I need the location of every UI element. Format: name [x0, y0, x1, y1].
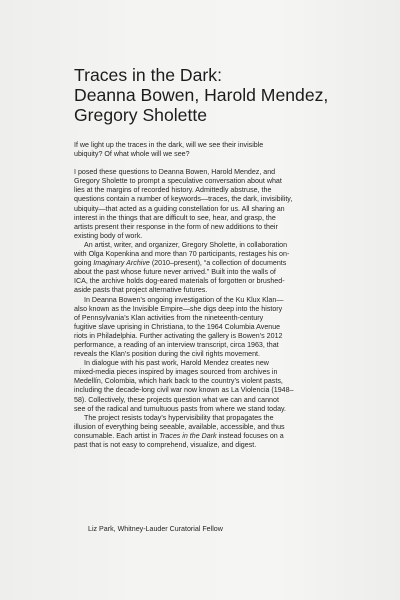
text-line: performance, a reading of an interview transcript, circa 1963, that: [74, 340, 279, 349]
text-line: 58). Collectively, these projects question what we can and cannot: [74, 395, 279, 404]
text-line: about the past whose future never arrived.” Built into the walls of: [74, 268, 276, 277]
text-line: including the decade-long civil war now known as La Violencia (1948–: [74, 386, 294, 395]
text-line: of Pennsylvania’s Klan activities from the nineteenth-century: [74, 313, 264, 322]
paragraph-2: [74, 241, 336, 296]
text-fragment: going: [74, 259, 94, 268]
text-line: Medellín, Colombia, which hark back to the country’s violent pasts,: [74, 377, 283, 386]
text-line: see of the radical and tumultuous pasts from where we stand today.: [74, 404, 287, 413]
text-line: past that is not easy to comprehend, visualize, and digest.: [74, 441, 257, 449]
paragraph-4: [74, 359, 336, 414]
text-line: [74, 259, 336, 268]
paragraph-5: [74, 414, 336, 450]
text-line: In dialogue with his past work, Harold Mendez creates new: [84, 359, 269, 368]
text-line: Gregory Sholette to prompt a speculative conversation about what: [74, 177, 282, 186]
text-line: also known as the Invisible Empire—she digs deep into the history: [74, 304, 283, 313]
title-line: Traces in the Dark:: [74, 65, 222, 85]
text-fragment: consumable. Each artist in: [74, 431, 160, 440]
text-line: with Olga Kopenkina and more than 70 participants, restages his on-: [74, 250, 290, 259]
text-fragment: instead focuses on a: [216, 431, 284, 440]
text-fragment: (2010–present), “a collection of documents: [149, 259, 287, 268]
text-line: riots in Philadelphia. Further activating the gallery is Bowen’s 2012: [74, 331, 283, 340]
text-line: questions contain a number of keywords—traces, the dark, invisibility,: [74, 195, 293, 204]
text-line: reveals the Klan’s position during the civil rights movement.: [74, 350, 260, 359]
intro-line: ubiquity? Of what whole will we see?: [74, 150, 190, 159]
page-title: [74, 65, 374, 125]
text-line: interest in the things that are difficult to see, hear, and grasp, the: [74, 213, 276, 222]
text-line: I posed these questions to Deanna Bowen, Harold Mendez, and: [74, 168, 276, 177]
paragraph-3: [74, 296, 336, 360]
text-line: artists present their response in the form of new additions to their: [74, 222, 278, 231]
title-line: Gregory Sholette: [74, 105, 208, 125]
text-line: The project resists today’s hypervisibility that propagates the: [84, 413, 274, 422]
paragraph-gap: [74, 159, 336, 168]
wall-text: [74, 141, 336, 450]
title-line: Deanna Bowen, Harold Mendez,: [74, 85, 329, 105]
artwork-title: Imaginary Archive: [93, 259, 150, 268]
paragraph-1: [74, 168, 336, 241]
text-line: mixed-media pieces inspired by images sourced from archives in: [74, 368, 278, 377]
text-line: existing body of work.: [74, 231, 143, 240]
text-line: ICA, the archive holds dog-eared materials of forgotten or brushed-: [74, 277, 285, 286]
text-line: In Deanna Bowen’s ongoing investigation of the Ku Klux Klan—: [84, 295, 284, 304]
text-line: ubiquity—that acted as a guiding constellation for us. All sharing an: [74, 204, 285, 213]
text-line: illusion of everything being seeable, available, accessible, and thus: [74, 422, 285, 431]
curator-signature: Liz Park, Whitney-Lauder Curatorial Fellow: [88, 525, 223, 533]
text-line: lies at the margins of recorded history. Admittedly abstruse, the: [74, 186, 272, 195]
exhibition-title: Traces in the Dark: [159, 431, 217, 440]
text-line: aside pasts that project alternative futures.: [74, 286, 208, 295]
text-line: fugitive slave uprising in Christiana, to the 1964 Columbia Avenue: [74, 322, 281, 331]
text-line: An artist, writer, and organizer, Gregory Sholette, in collaboration: [84, 240, 288, 249]
intro-line: If we light up the traces in the dark, will we see their invisible: [74, 141, 264, 149]
text-line: [74, 432, 336, 441]
